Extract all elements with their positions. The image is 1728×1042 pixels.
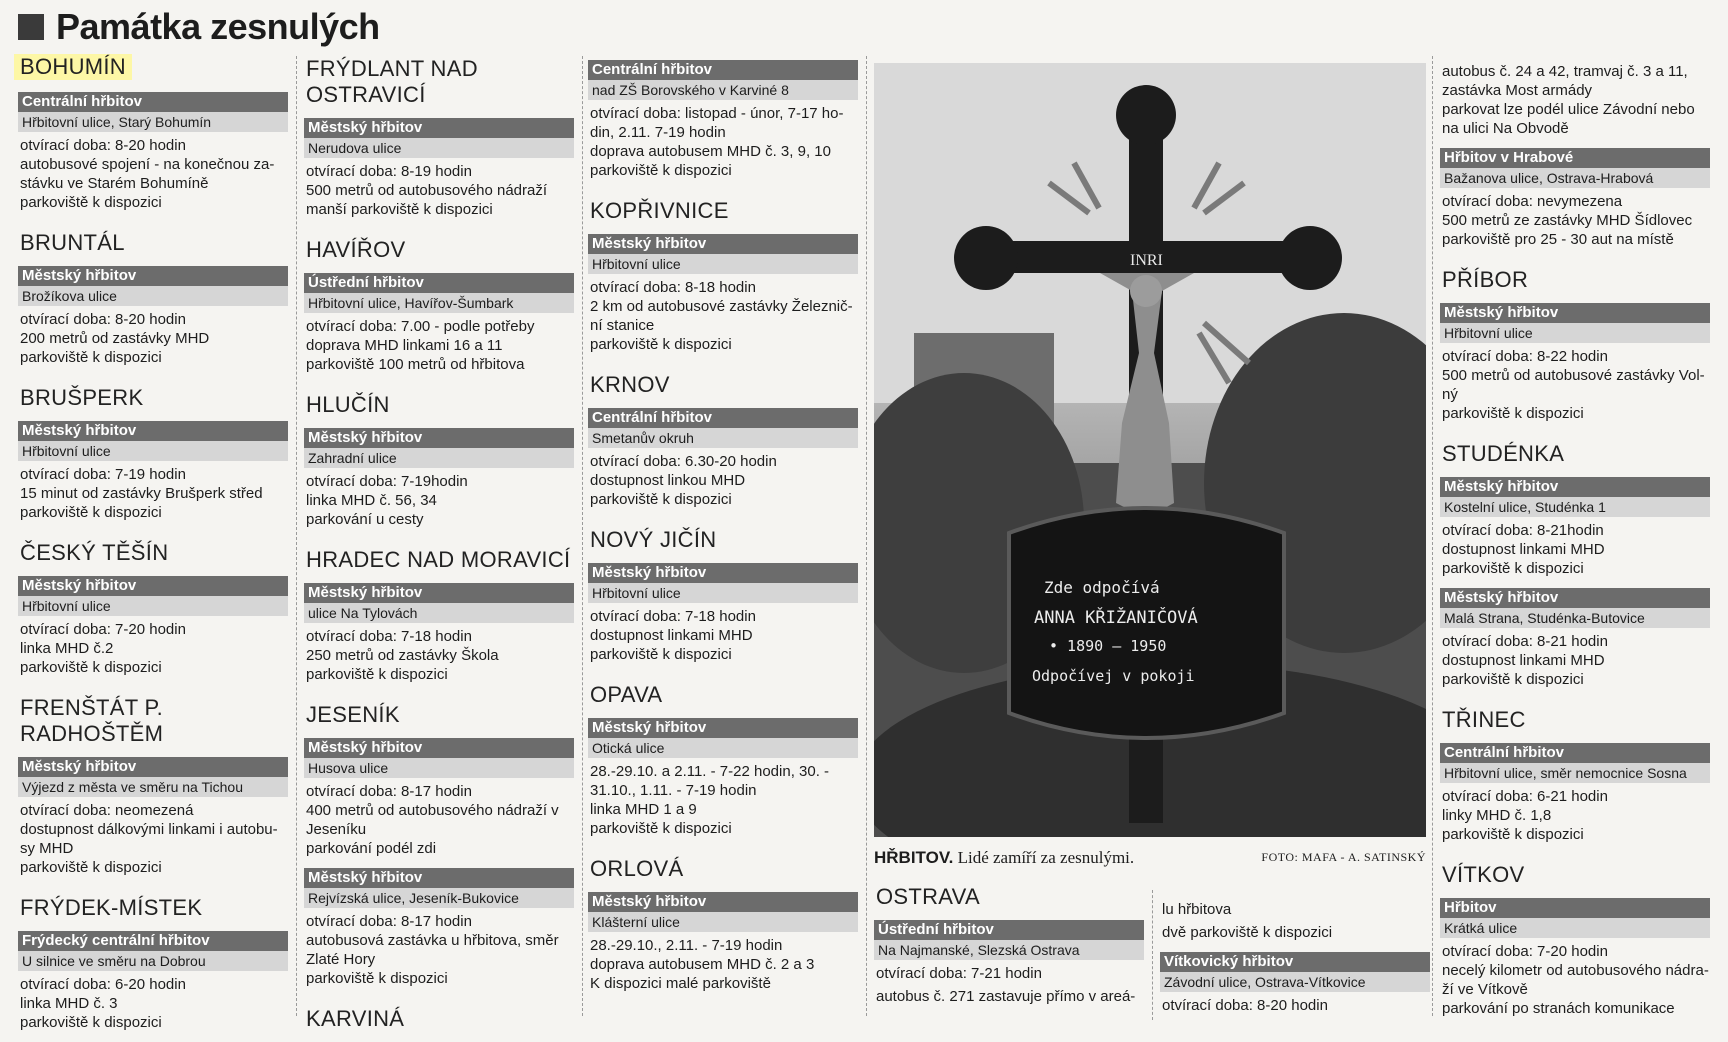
info-line: doprava autobusem MHD č. 3, 9, 10: [590, 143, 831, 160]
city-heading: OPAVA: [590, 682, 663, 707]
info-line: otvírací doba: 8-21 hodin: [1442, 633, 1608, 650]
column-divider: [1432, 56, 1433, 1016]
info-line: K dispozici malé parkoviště: [590, 975, 771, 992]
info-line: parkoviště k dispozici: [590, 162, 732, 179]
city-heading: HLUČÍN: [306, 392, 390, 417]
info-line: zastávka Most armády: [1442, 82, 1593, 99]
ostrava-block-continued: [1160, 900, 1430, 1015]
info-line: din, 2.11. 7-19 hodin: [590, 124, 726, 141]
info-line: 15 minut od zastávky Brušperk střed: [20, 485, 263, 502]
cemetery-info: [588, 932, 858, 993]
info-line: otvírací doba: 7-19 hodin: [20, 466, 186, 483]
page-title: [18, 6, 380, 48]
info-line: linky MHD č. 1,8: [1442, 807, 1552, 824]
cemetery-info: [1440, 517, 1710, 578]
cemetery-address: ulice Na Tylovách: [304, 603, 574, 623]
info-line: ný: [1442, 386, 1458, 403]
cemetery-address: Smetanův okruh: [588, 428, 858, 448]
cemetery-name: Centrální hřbitov: [18, 92, 288, 112]
info-line: parkoviště k dispozici: [20, 504, 162, 521]
city-heading: KRNOV: [590, 372, 670, 397]
cemetery-info: [18, 461, 288, 522]
info-line: 400 metrů od autobusového nádraží v: [306, 802, 559, 819]
info-line: 2 km od autobusové zastávky Železnič-: [590, 298, 853, 315]
info-line: doprava autobusem MHD č. 2 a 3: [590, 956, 815, 973]
info-line: otvírací doba: 6.30-20 hodin: [590, 453, 777, 470]
city-heading: BOHUMÍN: [14, 54, 132, 80]
info-line: parkoviště k dispozici: [20, 859, 162, 876]
cemetery-address: Klášterní ulice: [588, 912, 858, 932]
info-line: otvírací doba: 7-20 hodin: [20, 621, 186, 638]
cemetery-info: [1440, 188, 1710, 249]
cemetery-info: [588, 758, 858, 838]
city-heading: JESENÍK: [306, 702, 400, 727]
info-line: 500 metrů ze zastávky MHD Šídlovec: [1442, 212, 1693, 229]
caption-text: Lidé zamíří za zesnulými.: [953, 848, 1135, 867]
info-line: parkovat lze podél ulice Závodní nebo: [1442, 101, 1695, 118]
plaque-line: Odpočívej v pokoji: [1032, 667, 1195, 685]
cemetery-name: Frýdecký centrální hřbitov: [18, 931, 288, 951]
info-line: linka MHD č.2: [20, 640, 114, 657]
city-heading: FRÝDLANT NAD OSTRAVICÍ: [306, 56, 478, 107]
cemetery-info: [1440, 783, 1710, 844]
cemetery-address: Závodní ulice, Ostrava-Vítkovice: [1160, 972, 1430, 992]
cemetery-address: Hřbitovní ulice: [18, 441, 288, 461]
cemetery-name: Městský hřbitov: [304, 583, 574, 603]
cemetery-info: [18, 306, 288, 367]
cemetery-address: Hřbitovní ulice, Havířov-Šumbark: [304, 293, 574, 313]
info-line: autobus č. 24 a 42, tramvaj č. 3 a 11,: [1442, 63, 1688, 80]
cemetery-name: Městský hřbitov: [18, 266, 288, 286]
info-line: parkoviště k dispozici: [590, 646, 732, 663]
info-line: parkoviště k dispozici: [590, 491, 732, 508]
info-line: parkoviště k dispozici: [1442, 405, 1584, 422]
cemetery-name: Městský hřbitov: [18, 576, 288, 596]
cemetery-name: Centrální hřbitov: [588, 60, 858, 80]
cemetery-address: Výjezd z města ve směru na Tichou: [18, 777, 288, 797]
info-line: stávku ve Starém Bohumíně: [20, 175, 209, 192]
info-line: autobusové spojení - na konečnou za-: [20, 156, 275, 173]
info-line: otvírací doba: 6-20 hodin: [20, 976, 186, 993]
info-line: otvírací doba: 7.00 - podle potřeby: [306, 318, 535, 335]
cemetery-info: [304, 623, 574, 684]
info-line: na ulici Na Obvodě: [1442, 120, 1569, 137]
info-line: parkoviště k dispozici: [590, 336, 732, 353]
info-line: doprava MHD linkami 16 a 11: [306, 337, 503, 354]
info-line: dostupnost linkami MHD: [1442, 652, 1605, 669]
cemetery-name: Centrální hřbitov: [1440, 743, 1710, 763]
cemetery-info: [588, 448, 858, 509]
info-line: parkoviště k dispozici: [1442, 671, 1584, 688]
city-heading: KARVINÁ: [306, 1006, 405, 1031]
city-heading: BRUŠPERK: [20, 385, 144, 410]
info-line: parkoviště k dispozici: [20, 194, 162, 211]
cemetery-address: Krátká ulice: [1440, 918, 1710, 938]
cemetery-info: [304, 468, 574, 529]
column-divider: [582, 56, 583, 1016]
cemetery-info: [304, 908, 574, 988]
cemetery-info: [304, 158, 574, 219]
info-line: parkoviště k dispozici: [1442, 826, 1584, 843]
info-line: otvírací doba: 8-17 hodin: [306, 913, 472, 930]
info-line: ží ve Vítkově: [1442, 981, 1528, 998]
info-line: otvírací doba: 7-20 hodin: [1442, 943, 1608, 960]
info-line: otvírací doba: 8-22 hodin: [1442, 348, 1608, 365]
column-5: [1440, 58, 1710, 1018]
cemetery-address: Hřbitovní ulice: [588, 583, 858, 603]
info-line: otvírací doba: listopad - únor, 7-17 ho-: [590, 105, 844, 122]
cemetery-name: Městský hřbitov: [18, 421, 288, 441]
info-line: Zlaté Hory: [306, 951, 376, 968]
column-divider: [866, 56, 867, 1016]
info-line: otvírací doba: 8-20 hodin: [20, 311, 186, 328]
info-line: linka MHD č. 56, 34: [306, 492, 437, 509]
info-line: dostupnost linkami MHD: [590, 627, 753, 644]
cemetery-info: [18, 971, 288, 1032]
info-line: dostupnost linkou MHD: [590, 472, 746, 489]
column-3: [588, 58, 858, 993]
info-line: otvírací doba: 6-21 hodin: [1442, 788, 1608, 805]
cemetery-info: [18, 132, 288, 212]
cemetery-name: Centrální hřbitov: [588, 408, 858, 428]
info-line: parkoviště k dispozici: [1442, 560, 1584, 577]
info-line: linka MHD 1 a 9: [590, 801, 697, 818]
info-line: parkoviště k dispozici: [20, 659, 162, 676]
cemetery-info: [304, 313, 574, 374]
info-line: dvě parkoviště k dispozici: [1162, 924, 1333, 941]
info-line: parkoviště k dispozici: [20, 1014, 162, 1031]
info-line: otvírací doba: nevymezena: [1442, 193, 1623, 210]
cemetery-address: Otická ulice: [588, 738, 858, 758]
cemetery-name: Městský hřbitov: [304, 428, 574, 448]
cemetery-info: [588, 100, 858, 180]
cemetery-name: Hřbitov: [1440, 898, 1710, 918]
info-line: 500 metrů od autobusové zastávky Vol-: [1442, 367, 1705, 384]
cemetery-info: [1440, 343, 1710, 423]
cemetery-info: [1440, 628, 1710, 689]
info-line: dostupnost dálkovými linkami i autobu-: [20, 821, 278, 838]
cemetery-info: [1440, 58, 1710, 138]
cemetery-name: Ústřední hřbitov: [304, 273, 574, 293]
cemetery-name: Městský hřbitov: [588, 718, 858, 738]
city-heading: HRADEC NAD MORAVICÍ: [306, 547, 571, 572]
info-line: parkoviště k dispozici: [590, 820, 732, 837]
city-heading: VÍTKOV: [1442, 862, 1525, 887]
info-line: otvírací doba: 7-19hodin: [306, 473, 468, 490]
info-line: otvírací doba: neomezená: [20, 802, 194, 819]
city-heading: FRÝDEK-MÍSTEK: [20, 895, 203, 920]
cemetery-address: Bažanova ulice, Ostrava-Hrabová: [1440, 168, 1710, 188]
cemetery-address: Malá Strana, Studénka-Butovice: [1440, 608, 1710, 628]
cemetery-info: [588, 274, 858, 354]
city-heading: ČESKÝ TĚŠÍN: [20, 540, 169, 565]
cemetery-info: [304, 778, 574, 858]
city-heading: FRENŠTÁT P. RADHOŠTĚM: [20, 695, 164, 746]
info-line: autobusová zastávka u hřbitova, směr: [306, 932, 559, 949]
info-line: autobus č. 271 zastavuje přímo v areá-: [876, 988, 1136, 1005]
cemetery-name: Městský hřbitov: [18, 757, 288, 777]
info-line: otvírací doba: 8-19 hodin: [306, 163, 472, 180]
ostrava-block: [874, 884, 1144, 1006]
cemetery-address: Hřbitovní ulice: [1440, 323, 1710, 343]
city-heading: TŘINEC: [1442, 707, 1526, 732]
info-line: otvírací doba: 7-21 hodin: [876, 965, 1042, 982]
cemetery-address: Nerudova ulice: [304, 138, 574, 158]
cemetery-address: U silnice ve směru na Dobrou: [18, 951, 288, 971]
cemetery-name: Vítkovický hřbitov: [1160, 952, 1430, 972]
info-line: parkoviště k dispozici: [20, 349, 162, 366]
plaque-line: ANNA KŘIŽANIČOVÁ: [1034, 608, 1198, 628]
info-line: otvírací doba: 8-21hodin: [1442, 522, 1604, 539]
cemetery-address: Hřbitovní ulice: [18, 596, 288, 616]
column-divider: [296, 56, 297, 1016]
cemetery-address: Zahradní ulice: [304, 448, 574, 468]
info-line: otvírací doba: 8-20 hodin: [20, 137, 186, 154]
city-heading: BRUNTÁL: [20, 230, 125, 255]
title-square-icon: [18, 14, 44, 40]
info-line: otvírací doba: 8-20 hodin: [1162, 997, 1328, 1014]
page-title-text: Památka zesnulých: [56, 6, 380, 47]
cemetery-address: Kostelní ulice, Studénka 1: [1440, 497, 1710, 517]
info-line: parkování podél zdi: [306, 840, 437, 857]
city-heading: NOVÝ JIČÍN: [590, 527, 717, 552]
info-line: parkoviště k dispozici: [306, 970, 448, 987]
plaque-line: Zde odpočívá: [1044, 578, 1160, 597]
column-divider: [1152, 890, 1153, 1020]
cemetery-address: Hřbitovní ulice, směr nemocnice Sosna: [1440, 763, 1710, 783]
city-heading: ORLOVÁ: [590, 856, 684, 881]
column-1: [18, 54, 288, 1032]
caption-strong: HŘBITOV.: [874, 848, 954, 867]
cemetery-name: Městský hřbitov: [588, 892, 858, 912]
cemetery-info: [588, 603, 858, 664]
info-line: parkování u cesty: [306, 511, 424, 528]
info-line: manší parkoviště k dispozici: [306, 201, 493, 218]
column-2: [304, 56, 574, 1042]
cemetery-cross-photo: [874, 63, 1426, 837]
info-line: parkoviště 100 metrů od hřbitova: [306, 356, 525, 373]
cemetery-name: Městský hřbitov: [588, 563, 858, 583]
info-line: Jeseníku: [306, 821, 367, 838]
info-line: parkoviště pro 25 - 30 aut na místě: [1442, 231, 1674, 248]
cemetery-name: Ústřední hřbitov: [874, 920, 1144, 940]
cemetery-address: Hřbitovní ulice, Starý Bohumín: [18, 112, 288, 132]
cemetery-address: Na Najmanské, Slezská Ostrava: [874, 940, 1144, 960]
city-heading: KOPŘIVNICE: [590, 198, 729, 223]
photo-credit: FOTO: MAFA - A. SATINSKÝ: [1261, 850, 1426, 864]
photo-caption: [874, 848, 1426, 868]
info-line: 200 metrů od zastávky MHD: [20, 330, 210, 347]
info-line: 28.-29.10., 2.11. - 7-19 hodin: [590, 937, 783, 954]
city-heading: STUDÉNKA: [1442, 441, 1565, 466]
inri-text: INRI: [1130, 252, 1163, 269]
info-line: ní stanice: [590, 317, 655, 334]
info-line: otvírací doba: 8-17 hodin: [306, 783, 472, 800]
info-line: linka MHD č. 3: [20, 995, 118, 1012]
info-line: necelý kilometr od autobusového nádra-: [1442, 962, 1709, 979]
info-line: otvírací doba: 7-18 hodin: [590, 608, 756, 625]
plaque-line: • 1890 – 1950: [1049, 637, 1167, 655]
cemetery-info: [1440, 938, 1710, 1018]
cemetery-name: Městský hřbitov: [1440, 477, 1710, 497]
cemetery-info: [18, 797, 288, 877]
cemetery-name: Hřbitov v Hrabové: [1440, 148, 1710, 168]
cemetery-name: Městský hřbitov: [588, 234, 858, 254]
cemetery-info: [18, 616, 288, 677]
cemetery-name: Městský hřbitov: [304, 738, 574, 758]
info-line: otvírací doba: 7-18 hodin: [306, 628, 472, 645]
city-heading: OSTRAVA: [876, 884, 980, 909]
city-heading: PŘÍBOR: [1442, 267, 1529, 292]
cemetery-name: Městský hřbitov: [304, 868, 574, 888]
info-line: 250 metrů od zastávky Škola: [306, 647, 499, 664]
info-line: otvírací doba: 8-18 hodin: [590, 279, 756, 296]
cemetery-address: Husova ulice: [304, 758, 574, 778]
cemetery-name: Městský hřbitov: [1440, 303, 1710, 323]
city-heading: HAVÍŘOV: [306, 237, 406, 262]
cemetery-name: Městský hřbitov: [304, 118, 574, 138]
info-line: lu hřbitova: [1162, 901, 1232, 918]
info-line: 31.10., 1.11. - 7-19 hodin: [590, 782, 757, 799]
info-line: 28.-29.10. a 2.11. - 7-22 hodin, 30. -: [590, 763, 830, 780]
cemetery-address: Hřbitovní ulice: [588, 254, 858, 274]
cemetery-address: Brožíkova ulice: [18, 286, 288, 306]
info-line: parkoviště k dispozici: [306, 666, 448, 683]
info-line: dostupnost linkami MHD: [1442, 541, 1605, 558]
cemetery-address: Rejvízská ulice, Jeseník-Bukovice: [304, 888, 574, 908]
info-line: sy MHD: [20, 840, 74, 857]
cemetery-address: nad ZŠ Borovského v Karviné 8: [588, 80, 858, 100]
info-line: 500 metrů od autobusového nádraží: [306, 182, 548, 199]
info-line: parkování po stranách komunikace: [1442, 1000, 1675, 1017]
cemetery-name: Městský hřbitov: [1440, 588, 1710, 608]
